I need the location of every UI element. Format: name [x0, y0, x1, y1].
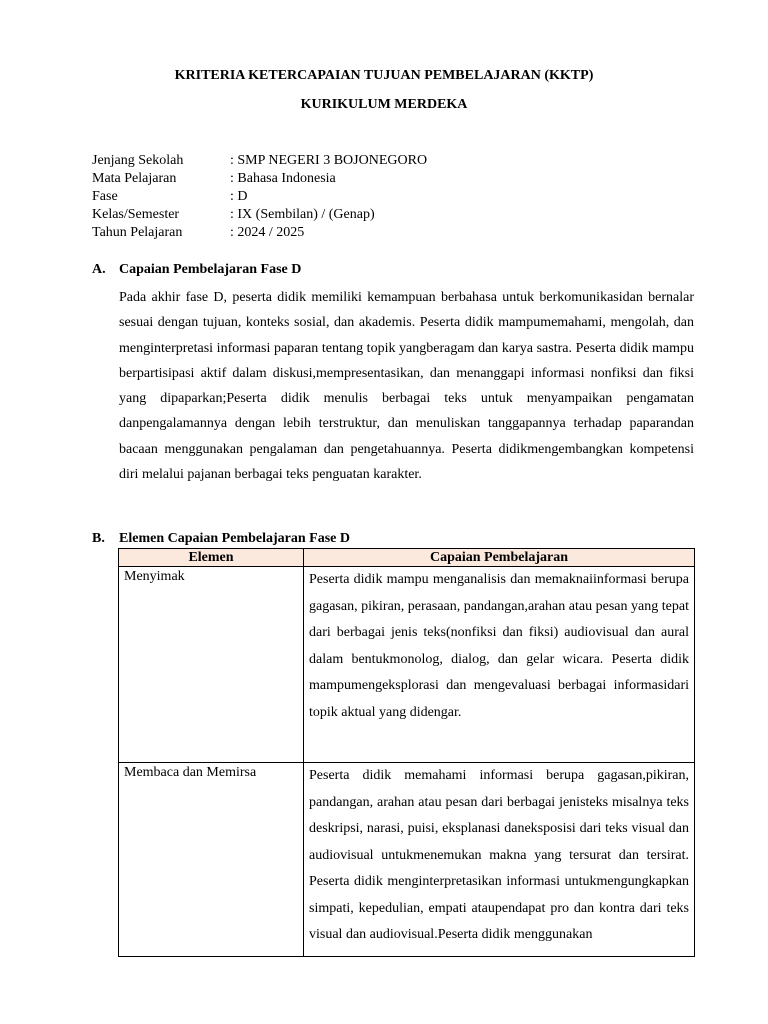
section-title: Capaian Pembelajaran Fase D	[119, 262, 302, 277]
elemen-cell: Membaca dan Memirsa	[119, 763, 304, 957]
capaian-table	[118, 548, 695, 957]
info-value: : D	[230, 189, 248, 204]
info-row-tahun	[92, 224, 427, 242]
elemen-cell: Menyimak	[119, 567, 304, 763]
table-row	[119, 763, 695, 957]
section-number: B.	[92, 531, 105, 546]
column-header-capaian: Capaian Pembelajaran	[304, 549, 695, 567]
info-row-kelas	[92, 206, 427, 224]
document-subtitle: KURIKULUM MERDEKA	[300, 97, 468, 112]
section-b-heading	[92, 531, 350, 547]
info-value: : Bahasa Indonesia	[230, 171, 336, 186]
info-label: Fase	[92, 189, 118, 204]
section-a-paragraph: Pada akhir fase D, peserta didik memiliki kemampuan berbahasa untuk berkomunikasidan bernalar sesuai dengan tujuan, konteks sosial, dan akademis. Peserta didik mampumemahami, mengolah, dan menginterpretasi informasi paparan tentang topik yangberagam dan karya sastra. Peserta didik mampu berpartisipasi aktif dalam diskusi,mempresentasikan, dan menanggapi informasi nonfiksi dan fiksi yang dipaparkan;Peserta didik menulis berbagai teks untuk menyampaikan pengamatan danpengalamannya dengan lebih terstruktur, dan menuliskan tanggapannya terhadap paparandan bacaan menggunakan pengalaman dan pengetahuannya. Peserta didikmengembangkan kompetensi diri melalui pajanan berbagai teks penguatan karakter.	[119, 290, 694, 483]
info-label: Mata Pelajaran	[92, 171, 177, 186]
section-title: Elemen Capaian Pembelajaran Fase D	[119, 531, 350, 546]
document-title: KRITERIA KETERCAPAIAN TUJUAN PEMBELAJARAN (KKTP)	[174, 68, 594, 83]
capaian-cell: Peserta didik memahami informasi berupa gagasan,pikiran, pandangan, arahan atau pesan dari berbagai jenisteks misalnya teks deskripsi, narasi, puisi, eksplanasi daneksposisi dari teks visual dan audiovisual untukmenemukan makna yang tersurat dan tersirat. Peserta didik menginterpretasikan informasi untukmengungkapkan simpati, kepedulian, empati ataupendapat pro dan kontra dari teks visual dan audiovisual.Peserta didik menggunakan	[304, 763, 695, 957]
info-row-jenjang	[92, 152, 427, 170]
capaian-cell: Peserta didik mampu menganalisis dan memaknaiinformasi berupa gagasan, pikiran, perasaan, pandangan,arahan atau pesan yang tepat dari berbagai jenis teks(nonfiksi dan fiksi) audiovisual dan aural dalam bentukmonolog, dialog, dan gelar wicara. Peserta didik mampumengeksplorasi dan mengevaluasi berbagai informasidari topik aktual yang didengar.	[304, 567, 695, 763]
identity-block	[92, 152, 427, 242]
info-value: : SMP NEGERI 3 BOJONEGORO	[230, 153, 428, 168]
info-label: Tahun Pelajaran	[92, 225, 183, 240]
section-number: A.	[92, 262, 106, 277]
table-header-row	[119, 549, 695, 567]
section-a-heading	[92, 262, 301, 278]
info-value: : IX (Sembilan) / (Genap)	[230, 207, 375, 222]
info-value: : 2024 / 2025	[230, 225, 305, 240]
table-row	[119, 567, 695, 763]
info-label: Kelas/Semester	[92, 207, 180, 222]
info-label: Jenjang Sekolah	[92, 153, 184, 168]
info-row-fase	[92, 188, 427, 206]
column-header-elemen: Elemen	[119, 549, 304, 567]
info-row-mapel	[92, 170, 427, 188]
